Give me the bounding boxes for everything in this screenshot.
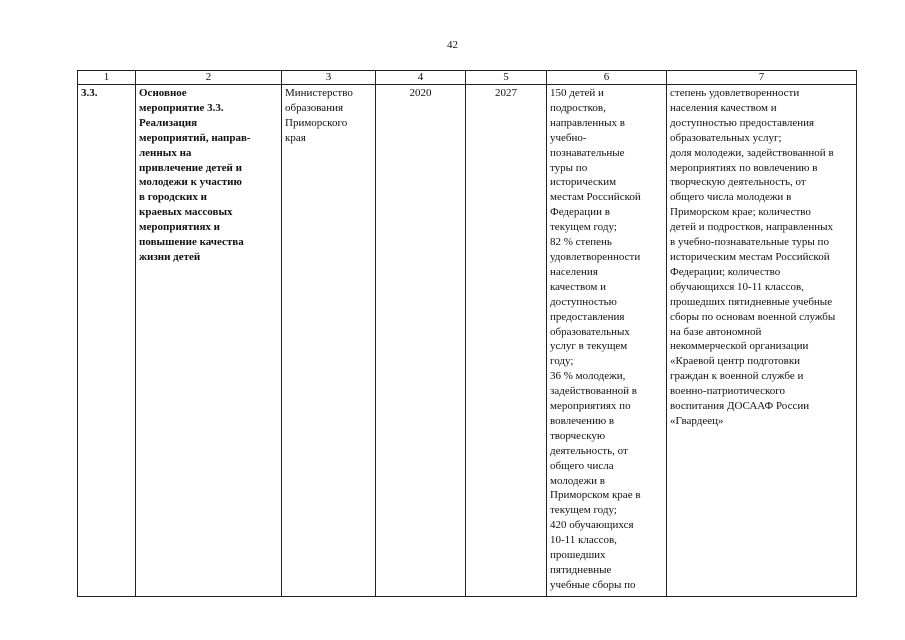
activity-name-cell: Основное мероприятие 3.3. Реализация мероприятий, направ- ленных на привлечение детей и молодежи к участию в городских и краевых массовых мероприятиях и повышение качества жизни детей (136, 85, 282, 597)
responsible-executor-cell: Министерство образования Приморского края (282, 85, 376, 597)
column-header-2: 2 (136, 71, 282, 85)
page-number: 42 (447, 39, 458, 51)
start-year-cell: 2020 (376, 85, 466, 597)
column-header-1: 1 (78, 71, 136, 85)
item-number-cell: 3.3. (78, 85, 136, 597)
column-number-row (78, 71, 857, 85)
column-header-7: 7 (667, 71, 857, 85)
column-header-3: 3 (282, 71, 376, 85)
column-header-6: 6 (547, 71, 667, 85)
column-header-5: 5 (466, 71, 547, 85)
end-year-cell: 2027 (466, 85, 547, 597)
column-header-4: 4 (376, 71, 466, 85)
program-activities-table (77, 70, 857, 597)
indicators-cell: степень удовлетворенности населения качеством и доступностью предоставления образовательных услуг; доля молодежи, задействованной в мероприятиях по вовлечению в творческую деятельность, от общего числа молодежи в Приморском крае; количество детей и подростков, направленных в учебно-познавательные туры по историческим местам Российской Федерации; количество обучающихся 10-11 классов, прошедших пятидневные учебные сборы по основам военной службы на базе автономной некоммерческой организации «Краевой центр подготовки граждан к военной службе и военно-патриотического воспитания ДОСААФ России «Гвардеец» (667, 85, 857, 597)
expected-result-cell: 150 детей и подростков, направленных в учебно- познавательные туры по историческим местам Российской Федерации в текущем году; 82 % степень удовлетворенности населения качеством и доступностью предоставления образовательных услуг в текущем году; 36 % молодежи, задействованной в мероприятиях по вовлечению в творческую деятельность, от общего числа молодежи в Приморском крае в текущем году; 420 обучающихся 10-11 классов, прошедших пятидневные учебные сборы по (547, 85, 667, 597)
table-row (78, 85, 857, 597)
